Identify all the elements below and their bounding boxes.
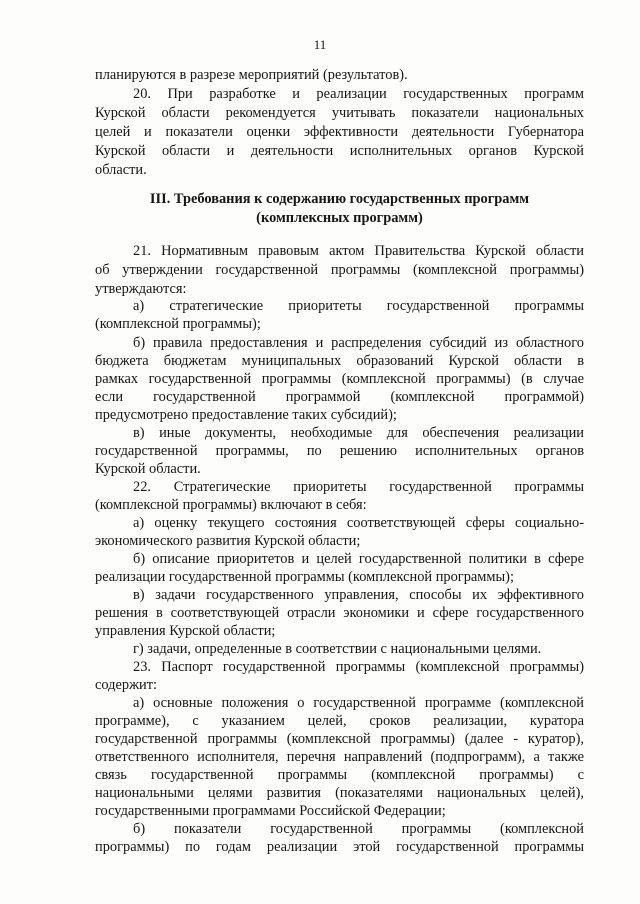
list-item-v: в) иные документы, необходимые для обеспечения реализации: [133, 425, 584, 441]
paragraph-22-start: 22. Стратегические приоритеты государственной программы: [133, 479, 584, 495]
text-line: Курской области и деятельности исполнительных органов Курской: [95, 143, 584, 159]
list-item-b: б) показатели государственной программы (комплексной: [133, 821, 584, 837]
text-line: бюджета бюджетам муниципальных образований Курской области в: [95, 353, 584, 369]
text-line: связь государственной программы (комплексной программы) с: [95, 767, 584, 783]
text-line: области.: [95, 162, 147, 178]
paragraph-21-start: 21. Нормативным правовым актом Правительства Курской области: [133, 243, 584, 259]
page-number: 11: [313, 37, 327, 52]
list-item-a: а) оценку текущего состояния соответствующей сферы социально-: [133, 515, 584, 531]
text-line: государственной программы, по решению исполнительных органов: [95, 443, 584, 459]
text-line: программы) по годам реализации этой государственной программы: [95, 839, 584, 855]
text-line: реализации государственной программы (комплексной программы);: [95, 569, 514, 585]
text-line: предусмотрено предоставление таких субсидий);: [95, 407, 397, 423]
text-line: (комплексной программы) включают в себя:: [95, 497, 367, 513]
text-line: Курской области.: [95, 461, 201, 477]
text-line: ответственного исполнителя, перечня направлений (подпрограмм), а также: [95, 749, 584, 765]
text-line: программе), с указанием целей, сроков реализации, куратора: [95, 713, 584, 729]
text-line: Курской области рекомендуется учитывать показатели национальных: [95, 105, 584, 121]
text-line: целей и показатели оценки эффективности деятельности Губернатора: [95, 124, 584, 140]
list-item-g: г) задачи, определенные в соответствии с национальными целями.: [133, 641, 542, 657]
text-line: решения в соответствующей отрасли экономики и сфере государственного: [95, 605, 584, 621]
text-line: утверждаются:: [95, 281, 187, 297]
text-line: содержит:: [95, 677, 158, 693]
paragraph-20-start: 20. При разработке и реализации государственных программ: [133, 86, 584, 102]
section-heading: III. Требования к содержанию государственных программ: [149, 191, 530, 207]
list-item-v: в) задачи государственного управления, способы их эффективного: [133, 587, 584, 603]
text-line: рамках государственной программы (комплексной программы) (в случае: [95, 371, 584, 387]
text-line: государственными программами Российской Федерации;: [95, 803, 446, 819]
list-item-a: а) основные положения о государственной программе (комплексной: [133, 695, 584, 711]
text-line: государственной программы (комплексной программы) (далее - куратор),: [95, 731, 584, 747]
list-item-b: б) описание приоритетов и целей государственной политики в сфере: [133, 551, 584, 567]
text-line: об утверждении государственной программы (комплексной программы): [95, 262, 584, 278]
section-heading-subtitle: (комплексных программ): [256, 210, 423, 226]
text-line: если государственной программой (комплексной программой): [95, 389, 584, 405]
paragraph-23-start: 23. Паспорт государственной программы (комплексной программы): [133, 659, 584, 675]
list-item-a: а) стратегические приоритеты государственной программы: [133, 298, 584, 314]
text-line: планируются в разрезе мероприятий (результатов).: [95, 67, 408, 83]
text-line: управления Курской области;: [95, 623, 276, 639]
text-line: экономического развития Курской области;: [95, 533, 361, 549]
list-item-b: б) правила предоставления и распределения субсидий из областного: [133, 335, 584, 351]
text-line: национальными целями развития (показателями национальных целей),: [95, 785, 584, 801]
text-line: (комплексной программы);: [95, 316, 261, 332]
